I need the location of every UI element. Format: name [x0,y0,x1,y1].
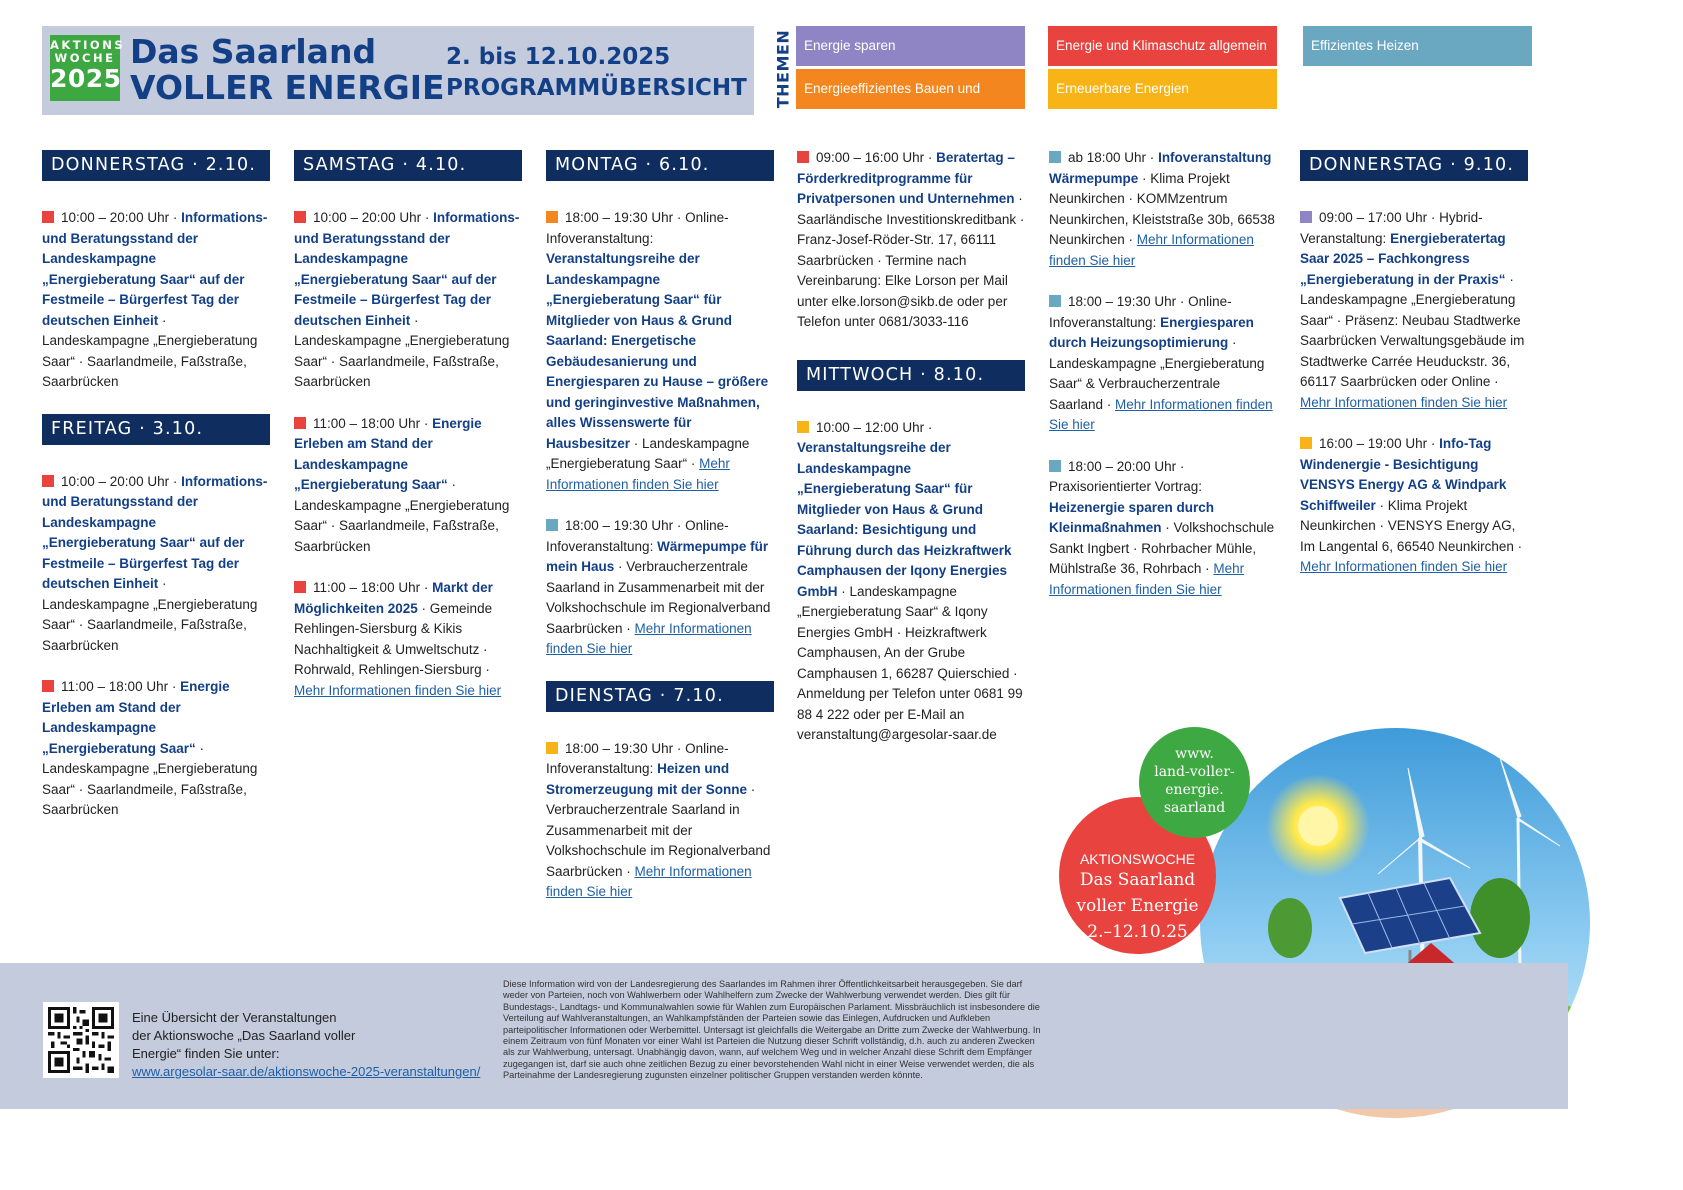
event-time: 11:00 – 18:00 Uhr · [313,580,433,595]
event-time: 10:00 – 20:00 Uhr · [313,210,434,225]
event-title: Energieberatertag Saar 2025 – Fachkongress „Energieberatung in der Praxis“ [1300,230,1506,287]
subtitle: PROGRAMMÜBERSICHT [446,75,747,101]
footer-line1: Eine Übersicht der Veranstaltungen [132,1010,337,1025]
logo-line1: AKTIONS [50,38,126,52]
event-details: · Landeskampagne „Energieberatung Saar“ · Präsenz: Neubau Stadtwerke Saarbrücken Verwaltungsgebäude im Stadtwerke Carrée Heuduckstr. 36, 66117 Saarbrücken oder Online · [1300,271,1525,389]
program-column [1300,150,1528,599]
theme-tag: Erneuerbare Energien [1048,69,1277,109]
event-title: Informations- und Beratungsstand der Landeskampagne „Energieberatung Saar“ auf der Festmeile – Bürgerfest Tag der deutschen Einheit [42,210,268,328]
more-info-link[interactable]: Mehr Informationen finden Sie hier [1049,396,1273,432]
day-heading: SAMSTAG · 4.10. [294,150,522,181]
event-entry [1049,457,1277,601]
theme-marker-icon [1300,437,1312,449]
page-title [130,34,445,106]
theme-tag: Energieeffizientes Bauen und Sanieren [796,69,1025,109]
event-details: · Landeskampagne „Energieberatung Saar“ & Verbraucherzentrale Saarland · [1049,335,1265,412]
event-title: Markt der Möglichkeiten 2025 [294,580,493,616]
event-details: · Landeskampagne „Energieberatung Saar“ · Saarlandmeile, Faßstraße, Saarbrücken [294,312,510,389]
event-details: · Verbraucherzentrale Saarland in Zusammenarbeit mit der Volkshochschule im Regionalverband Saarbrücken · [546,559,771,636]
solar-panel-icon [1340,878,1480,973]
more-info-link[interactable]: Mehr Informationen finden Sie hier [1300,394,1508,410]
event-time: ab 18:00 Uhr · [1068,150,1159,165]
event-entry [546,208,774,495]
theme-marker-icon [42,211,54,223]
event-details: · Verbraucherzentrale Saarland in Zusammenarbeit mit der Volkshochschule im Regionalverband Saarbrücken · [546,781,771,879]
badge-line1: AKTIONSWOCHE [1079,851,1196,867]
event-details: · Landeskampagne „Energieberatung Saar“ & Iqony Energies GmbH · Heizkraftwerk Camphausen, An der Grube Camphausen 1, 66287 Quierschied · Anmeldung per Telefon unter 0681 99 88 4 222 oder per E-Mail an veranstaltung@argesolar-saar.de [797,583,1023,742]
badge-line3: voller Energie [1076,896,1199,916]
theme-tag: Energie und Klimaschutz allgemein [1048,26,1277,66]
theme-marker-icon [294,581,306,593]
website-badge[interactable] [1139,727,1250,838]
event-details: · Klima Projekt Neunkirchen · VENSYS Energy AG, Im Langental 6, 66540 Neunkirchen · [1300,497,1523,554]
event-details: · Landeskampagne „Energieberatung Saar“ · Saarlandmeile, Faßstraße, Saarbrücken [294,477,510,554]
website-line2: land-voller- [1154,764,1235,780]
event-entry [294,414,522,558]
event-entry [1049,292,1277,436]
event-details: · Klima Projekt Neunkirchen · KOMMzentrum Neunkirchen, Kleiststraße 30b, 66538 Neunkirchen · [1049,170,1275,247]
event-time: 09:00 – 17:00 Uhr · Hybrid-Veranstaltung: [1300,210,1483,246]
event-details: · Landeskampagne „Energieberatung Saar“ · [546,435,750,471]
website-line4: saarland [1163,800,1226,816]
event-time: 09:00 – 16:00 Uhr · [816,150,937,165]
themes-label [770,26,796,111]
program-column [546,150,774,924]
theme-marker-icon [1049,460,1061,472]
theme-marker-icon [1049,295,1061,307]
footer-line2: der Aktionswoche „Das Saarland voller [132,1028,356,1043]
theme-marker-icon [546,519,558,531]
day-heading: MITTWOCH · 8.10. [797,360,1025,391]
event-title: Informations- und Beratungsstand der Landeskampagne „Energieberatung Saar“ auf der Festmeile – Bürgerfest Tag der deutschen Einheit [42,473,268,591]
event-title: Wärmepumpe für mein Haus [546,538,769,574]
footer-url-link[interactable]: www.argesolar-saar.de/aktionswoche-2025-veranstaltungen/ [132,1064,481,1079]
event-entry [42,472,270,657]
more-info-link[interactable]: Mehr Informationen finden Sie hier [546,863,752,899]
program-column [1049,148,1277,621]
theme-marker-icon [42,680,54,692]
date-range: 2. bis 12.10.2025 [446,44,671,70]
day-heading: MONTAG · 6.10. [546,150,774,181]
event-title: Energie Erleben am Stand der Landeskampagne „Energieberatung Saar“ [294,415,482,492]
event-title: Energiesparen durch Heizungsoptimierung [1049,314,1254,350]
title-line2: VOLLER ENERGIE [130,68,445,107]
theme-marker-icon [1300,211,1312,223]
event-entry [546,516,774,660]
event-entry [1049,148,1277,271]
event-time: 18:00 – 19:30 Uhr · Online-Infoveranstaltung: [1049,294,1232,330]
footer-line3: Energie“ finden Sie unter: [132,1046,280,1061]
theme-marker-icon [797,421,809,433]
theme-tag: Effizientes Heizen [1303,26,1532,66]
theme-marker-icon [546,211,558,223]
event-entry [797,148,1025,333]
qr-code-icon [48,1007,114,1073]
event-details: · Saarländische Investitionskreditbank · Franz-Josef-Röder-Str. 17, 66111 Saarbrücken · Termine nach Vereinbarung: Elke Lorson per Mail unter elke.lorson@sikb.de oder per Telefon unter 0681/3033-116 [797,191,1025,329]
footer-info [132,1009,482,1081]
event-details: · Gemeinde Rehlingen-Siersburg & Kikis Nachhaltigkeit & Umweltschutz · Rohrwald, Rehlingen-Siersburg · [294,600,493,677]
theme-marker-icon [42,475,54,487]
event-time: 10:00 – 12:00 Uhr · [816,419,933,435]
day-heading: FREITAG · 3.10. [42,414,270,445]
theme-marker-icon [294,417,306,429]
program-column [797,148,1025,767]
day-heading: DONNERSTAG · 2.10. [42,150,270,181]
event-details: · Landeskampagne „Energieberatung Saar“ · Saarlandmeile, Faßstraße, Saarbrücken [42,576,258,653]
event-details: · Volkshochschule Sankt Ingbert · Rohrbacher Mühle, Mühlstraße 36, Rohrbach · [1049,520,1275,576]
date-block [446,42,747,104]
event-time: 18:00 – 20:00 Uhr · Praxisorientierter Vortrag: [1049,458,1203,494]
event-title: Informations- und Beratungsstand der Landeskampagne „Energieberatung Saar“ auf der Festmeile – Bürgerfest Tag der deutschen Einheit [294,210,520,328]
more-info-link[interactable]: Mehr Informationen finden Sie hier [546,620,752,656]
event-time: 11:00 – 18:00 Uhr · [313,415,433,431]
event-title: Energie Erleben am Stand der Landeskampagne „Energieberatung Saar“ [42,679,230,756]
website-line1: www. [1175,746,1214,762]
event-time: 18:00 – 19:30 Uhr · Online-Infoveranstaltung: [546,740,729,776]
event-time: 18:00 – 19:30 Uhr · Online-Infoveranstaltung: [546,210,729,246]
event-details: · Landeskampagne „Energieberatung Saar“ · Saarlandmeile, Faßstraße, Saarbrücken [42,740,258,817]
more-info-link[interactable]: Mehr Informationen finden Sie hier [546,456,730,492]
event-entry [546,739,774,903]
aktionswoche-logo [50,35,126,101]
legal-disclaimer: Diese Information wird von der Landesregierung des Saarlandes im Rahmen ihrer Öffentlichkeitsarbeit herausgegeben. Sie darf weder von Parteien, noch von Wahlwerbern oder Wahlhelfern zum Zwecke der Wahlwerbung verwendet werden. Dies gilt für Bundestags-, Landtags- und Kommunalwahlen sowie für Wahlen zum Europäischen Parlament. Missbräuchlich ist insbesondere die Verteilung auf Wahlveranstaltungen, an Wahlkampfständen der Parteien sowie das Einlegen, Aufdrucken und Aufkleben parteipolitischer Informationen oder Werbemittel. Untersagt ist gleichfalls die Weitergabe an Dritte zum Zwecke der Wahlwerbung. In einem Zeitraum von fünf Monaten vor einer Wahl ist Parteien die Nutzung dieser Schrift vollständig, d.h. auch zu anderen Zwecken als zur Wahlwerbung, untersagt. Unabhängig davon, wann, auf welchem Weg und in welcher Anzahl diese Schrift dem Empfänger zugegangen ist, darf sie auch ohne zeitlichen Bezug zu einer bevorstehenden Wahl nicht in einer Weise verwendet werden, die als Parteinahme der Landesregierung zugunsten einzelner politischer Gruppen verstanden werden könnte. [503,979,1041,1081]
event-time: 11:00 – 18:00 Uhr · [61,679,181,694]
day-heading: DIENSTAG · 7.10. [546,681,774,712]
event-entry [42,208,270,393]
theme-marker-icon [546,742,558,754]
badge-line2: Das Saarland [1079,870,1196,890]
logo-year: 2025 [50,64,122,93]
more-info-link[interactable]: Mehr Informationen finden Sie hier [294,682,502,698]
event-title: Veranstaltungsreihe der Landeskampagne „Energieberatung Saar“ für Mitglieder von Haus & Grund Saarland: Energetische Gebäudesanierung und Energiesparen zu Hause – größere und geringinvestive Maßnahmen, alles Wissenswerte für Hausbesitzer [546,251,769,451]
event-title: Infoveranstaltung Wärmepumpe [1049,150,1272,186]
event-title: Heizenergie sparen durch Kleinmaßnahmen [1049,499,1215,535]
event-entry [294,578,522,701]
day-heading: DONNERSTAG · 9.10. [1300,150,1528,181]
event-time: 18:00 – 19:30 Uhr · Online-Infoveranstaltung: [546,518,729,554]
event-time: 10:00 – 20:00 Uhr · [61,473,182,489]
logo-line2: WOCHE [54,51,116,65]
event-details: · Landeskampagne „Energieberatung Saar“ · Saarlandmeile, Faßstraße, Saarbrücken [42,312,258,389]
event-title: Beratertag – Förderkreditprogramme für Privatpersonen und Unternehmen [797,150,1015,206]
more-info-link[interactable]: Mehr Informationen finden Sie hier [1049,232,1254,268]
event-entry [1300,208,1528,413]
program-column [42,150,270,842]
qr-code[interactable] [43,1002,119,1078]
theme-marker-icon [1049,151,1061,163]
event-title: Info-Tag Windenergie - Besichtigung VENSYS Energy AG & Windpark Schiffweiler [1300,436,1507,513]
event-entry [797,418,1025,746]
themes-label-text: THEMEN [773,29,793,108]
event-time: 10:00 – 20:00 Uhr · [61,210,182,225]
title-line1: Das Saarland [130,32,377,71]
event-title: Veranstaltungsreihe der Landeskampagne „Energieberatung Saar“ für Mitglieder von Haus & Grund Saarland: Besichtigung und Führung durch das Heizkraftwerk Camphausen der Iqony Energies GmbH [797,440,1012,599]
program-column [294,150,522,722]
event-entry [1300,434,1528,578]
theme-tag: Energie sparen [796,26,1025,66]
event-entry [294,208,522,393]
badge-line4: 2.–12.10.25 [1087,922,1188,942]
website-line3: energie. [1165,782,1224,798]
more-info-link[interactable]: Mehr Informationen finden Sie hier [1300,559,1508,574]
event-time: 16:00 – 19:00 Uhr · [1319,436,1440,451]
theme-marker-icon [294,211,306,223]
event-title: Heizen und Stromerzeugung mit der Sonne [546,761,748,797]
more-info-link[interactable]: Mehr Informationen finden Sie hier [1049,561,1245,597]
tree-icon [1470,878,1530,958]
theme-marker-icon [797,151,809,163]
header-banner [42,26,754,115]
event-entry [42,677,270,821]
